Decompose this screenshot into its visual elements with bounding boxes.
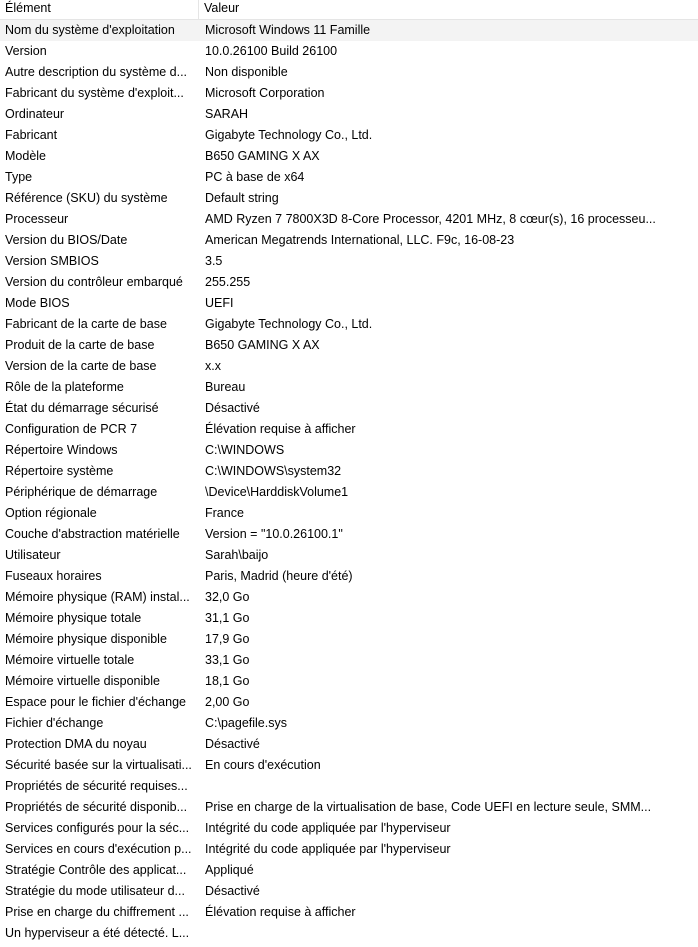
- row-value: 17,9 Go: [205, 632, 250, 646]
- row-element-label: Services configurés pour la séc...: [5, 821, 190, 835]
- row-element-label: Mémoire physique totale: [5, 611, 142, 625]
- row-element-label: Stratégie Contrôle des applicat...: [5, 863, 187, 877]
- row-value: 18,1 Go: [205, 674, 250, 688]
- row-element-label: Version de la carte de base: [5, 359, 157, 373]
- row-value: Élévation requise à afficher: [205, 422, 356, 436]
- row-value: 32,0 Go: [205, 590, 250, 604]
- table-row[interactable]: [0, 587, 698, 608]
- row-value: x.x: [205, 359, 221, 373]
- table-row[interactable]: [0, 314, 698, 335]
- row-value: Appliqué: [205, 863, 254, 877]
- table-row[interactable]: [0, 902, 698, 923]
- row-element-label: Référence (SKU) du système: [5, 191, 168, 205]
- table-row[interactable]: [0, 377, 698, 398]
- table-row[interactable]: [0, 629, 698, 650]
- row-element-label: Propriétés de sécurité requises...: [5, 779, 188, 793]
- row-element-label: Version du BIOS/Date: [5, 233, 128, 247]
- row-element-label: Type: [5, 170, 33, 184]
- table-row[interactable]: [0, 881, 698, 902]
- row-value: En cours d'exécution: [205, 758, 321, 772]
- table-row[interactable]: [0, 167, 698, 188]
- table-row[interactable]: [0, 62, 698, 83]
- table-row[interactable]: [0, 524, 698, 545]
- table-row[interactable]: [0, 104, 698, 125]
- row-value: [200, 923, 670, 944]
- table-row[interactable]: [0, 755, 698, 776]
- row-value: PC à base de x64: [205, 170, 305, 184]
- row-value: 31,1 Go: [205, 611, 250, 625]
- row-element-label: Mémoire physique (RAM) instal...: [5, 590, 190, 604]
- table-row[interactable]: [0, 272, 698, 293]
- table-row[interactable]: [0, 398, 698, 419]
- table-row[interactable]: [0, 923, 698, 944]
- table-row[interactable]: [0, 125, 698, 146]
- row-element-label: Prise en charge du chiffrement ...: [5, 905, 189, 919]
- table-row[interactable]: [0, 503, 698, 524]
- row-element-label: Propriétés de sécurité disponib...: [5, 800, 188, 814]
- row-element-label: État du démarrage sécurisé: [5, 401, 159, 415]
- table-row[interactable]: [0, 608, 698, 629]
- table-row[interactable]: [0, 650, 698, 671]
- row-element-label: Produit de la carte de base: [5, 338, 155, 352]
- table-row[interactable]: [0, 440, 698, 461]
- row-element-label: Stratégie du mode utilisateur d...: [5, 884, 185, 898]
- table-row[interactable]: [0, 671, 698, 692]
- table-row[interactable]: [0, 251, 698, 272]
- row-value: Désactivé: [205, 884, 260, 898]
- row-element-label: Sécurité basée sur la virtualisati...: [5, 758, 192, 772]
- row-value: C:\WINDOWS: [205, 443, 285, 457]
- row-element-label: Couche d'abstraction matérielle: [5, 527, 180, 541]
- table-row[interactable]: [0, 419, 698, 440]
- row-value: UEFI: [205, 296, 234, 310]
- row-element-label: Fichier d'échange: [5, 716, 104, 730]
- row-value: [200, 776, 670, 797]
- row-element-label: Espace pour le fichier d'échange: [5, 695, 186, 709]
- row-value: 3.5: [205, 254, 223, 268]
- row-element-label: Mémoire virtuelle disponible: [5, 674, 160, 688]
- row-value: 255.255: [205, 275, 251, 289]
- table-row[interactable]: [0, 356, 698, 377]
- row-value: Désactivé: [205, 401, 260, 415]
- row-element-label: Processeur: [5, 212, 69, 226]
- table-row[interactable]: [0, 83, 698, 104]
- table-row[interactable]: [0, 545, 698, 566]
- row-element-label: Nom du système d'exploitation: [5, 23, 175, 37]
- row-value: France: [205, 506, 244, 520]
- row-value: SARAH: [205, 107, 249, 121]
- row-element-label: Autre description du système d...: [5, 65, 188, 79]
- row-value: Paris, Madrid (heure d'été): [205, 569, 353, 583]
- list-rows: [0, 20, 698, 944]
- row-element-label: Mémoire physique disponible: [5, 632, 167, 646]
- row-element-label: Fabricant: [5, 128, 58, 142]
- row-value: Default string: [205, 191, 279, 205]
- row-element-label: Répertoire Windows: [5, 443, 118, 457]
- table-row[interactable]: [0, 860, 698, 881]
- table-row[interactable]: [0, 335, 698, 356]
- row-value: Bureau: [205, 380, 246, 394]
- column-header-value[interactable]: Valeur: [204, 1, 240, 15]
- row-value: Sarah\baijo: [205, 548, 269, 562]
- table-row[interactable]: [0, 566, 698, 587]
- row-element-label: Version du contrôleur embarqué: [5, 275, 183, 289]
- row-element-label: Fuseaux horaires: [5, 569, 102, 583]
- row-value: AMD Ryzen 7 7800X3D 8-Core Processor, 4201 MHz, 8 cœur(s), 16 processeu...: [205, 212, 656, 226]
- table-row[interactable]: [0, 482, 698, 503]
- table-row[interactable]: [0, 209, 698, 230]
- row-value: C:\pagefile.sys: [205, 716, 287, 730]
- row-value: \Device\HarddiskVolume1: [205, 485, 349, 499]
- table-row[interactable]: [0, 818, 698, 839]
- row-element-label: Rôle de la plateforme: [5, 380, 124, 394]
- table-row[interactable]: [0, 293, 698, 314]
- row-value: 10.0.26100 Build 26100: [205, 44, 338, 58]
- table-row[interactable]: [0, 461, 698, 482]
- column-header-element[interactable]: Élément: [0, 0, 199, 19]
- row-element-label: Configuration de PCR 7: [5, 422, 138, 436]
- row-value: Non disponible: [205, 65, 288, 79]
- row-element-label: Services en cours d'exécution p...: [5, 842, 192, 856]
- row-value: C:\WINDOWS\system32: [205, 464, 342, 478]
- row-value: Intégrité du code appliquée par l'hyperviseur: [205, 821, 451, 835]
- table-row[interactable]: [0, 713, 698, 734]
- row-value: Microsoft Windows 11 Famille: [205, 23, 371, 37]
- row-element-label: Mode BIOS: [5, 296, 70, 310]
- table-row[interactable]: [0, 20, 698, 41]
- table-row[interactable]: [0, 797, 698, 818]
- table-row[interactable]: [0, 146, 698, 167]
- row-element-label: Mémoire virtuelle totale: [5, 653, 135, 667]
- table-row[interactable]: [0, 734, 698, 755]
- row-value: Version = "10.0.26100.1": [205, 527, 343, 541]
- row-value: Désactivé: [205, 737, 260, 751]
- table-row[interactable]: [0, 188, 698, 209]
- table-row[interactable]: [0, 41, 698, 62]
- row-value: Élévation requise à afficher: [205, 905, 356, 919]
- table-row[interactable]: [0, 776, 698, 797]
- table-row[interactable]: [0, 692, 698, 713]
- row-element-label: Utilisateur: [5, 548, 61, 562]
- row-element-label: Option régionale: [5, 506, 97, 520]
- row-element-label: Répertoire système: [5, 464, 114, 478]
- row-value: Intégrité du code appliquée par l'hyperviseur: [205, 842, 451, 856]
- row-value: Prise en charge de la virtualisation de base, Code UEFI en lecture seule, SMM...: [205, 800, 652, 814]
- row-element-label: Fabricant de la carte de base: [5, 317, 167, 331]
- row-value: B650 GAMING X AX: [205, 149, 320, 163]
- row-value: Gigabyte Technology Co., Ltd.: [205, 128, 373, 142]
- row-element-label: Version: [5, 44, 47, 58]
- row-element-label: Périphérique de démarrage: [5, 485, 158, 499]
- row-value: Microsoft Corporation: [205, 86, 325, 100]
- row-element-label: Protection DMA du noyau: [5, 737, 147, 751]
- table-row[interactable]: [0, 839, 698, 860]
- row-element-label: Fabricant du système d'exploit...: [5, 86, 184, 100]
- row-value: 33,1 Go: [205, 653, 250, 667]
- list-header: [0, 0, 698, 20]
- row-value: B650 GAMING X AX: [205, 338, 320, 352]
- row-element-label: Modèle: [5, 149, 46, 163]
- row-element-label: Un hyperviseur a été détecté. L...: [5, 926, 190, 940]
- row-element-label: Ordinateur: [5, 107, 65, 121]
- row-value: 2,00 Go: [205, 695, 250, 709]
- row-value: Gigabyte Technology Co., Ltd.: [205, 317, 373, 331]
- row-element-label: Version SMBIOS: [5, 254, 99, 268]
- table-row[interactable]: [0, 230, 698, 251]
- row-value: American Megatrends International, LLC. F9c, 16-08-23: [205, 233, 515, 247]
